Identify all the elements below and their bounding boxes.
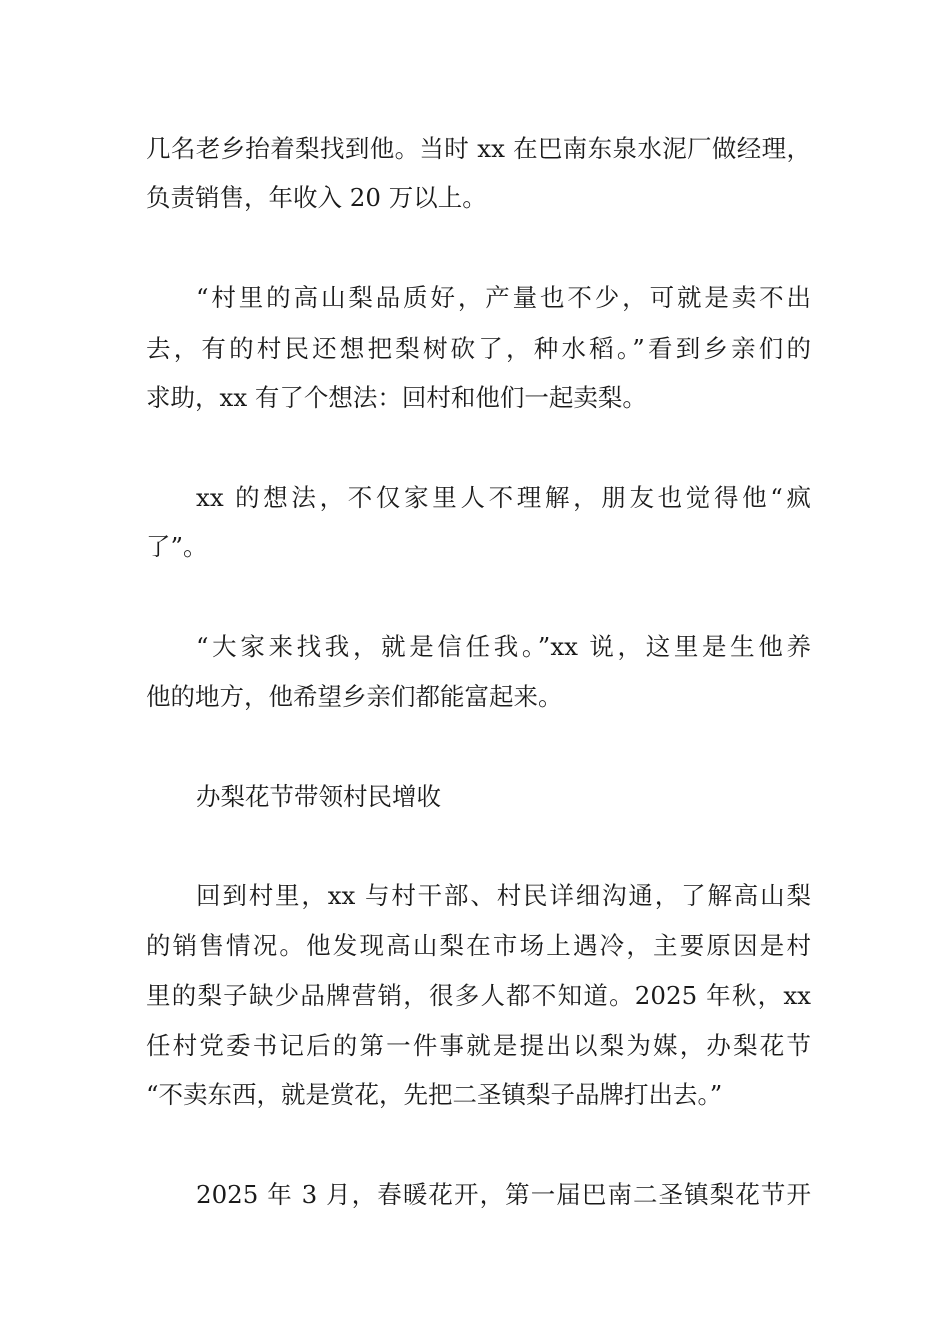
section-heading: 办梨花节带领村民增收: [196, 782, 441, 811]
paragraph-1-line-1: 几名老乡抬着梨找到他。当时 xx 在巴南东泉水泥厂做经理，: [146, 134, 811, 163]
paragraph-6-line-2: 的销售情况。他发现高山梨在市场上遇冷，主要原因是村: [146, 931, 811, 960]
paragraph-6-line-5: “不卖东西，就是赏花，先把二圣镇梨子品牌打出去。”: [146, 1080, 723, 1109]
paragraph-4-line-1: “大家来找我，就是信任我。”xx 说，这里是生他养: [196, 632, 811, 661]
paragraph-7-line-1: 2025 年 3 月，春暖花开，第一届巴南二圣镇梨花节开: [196, 1180, 811, 1209]
paragraph-4-line-2: 他的地方，他希望乡亲们都能富起来。: [146, 682, 563, 711]
paragraph-6-line-3: 里的梨子缺少品牌营销，很多人都不知道。2025 年秋，xx: [146, 981, 811, 1010]
paragraph-2-line-2: 去，有的村民还想把梨树砍了，种水稻。”看到乡亲们的: [146, 334, 811, 363]
paragraph-6-line-1: 回到村里，xx 与村干部、村民详细沟通，了解高山梨: [196, 881, 811, 910]
paragraph-3-line-1: xx 的想法，不仅家里人不理解，朋友也觉得他“疯: [196, 483, 811, 512]
paragraph-6-line-4: 任村党委书记后的第一件事就是提出以梨为媒，办梨花节: [146, 1031, 811, 1060]
paragraph-1-line-2: 负责销售，年收入 20 万以上。: [146, 183, 487, 212]
paragraph-3-line-2: 了”。: [146, 532, 208, 561]
paragraph-2-line-1: “村里的高山梨品质好，产量也不少，可就是卖不出: [196, 283, 811, 312]
paragraph-2-line-3: 求助，xx 有了个想法：回村和他们一起卖梨。: [146, 383, 647, 412]
